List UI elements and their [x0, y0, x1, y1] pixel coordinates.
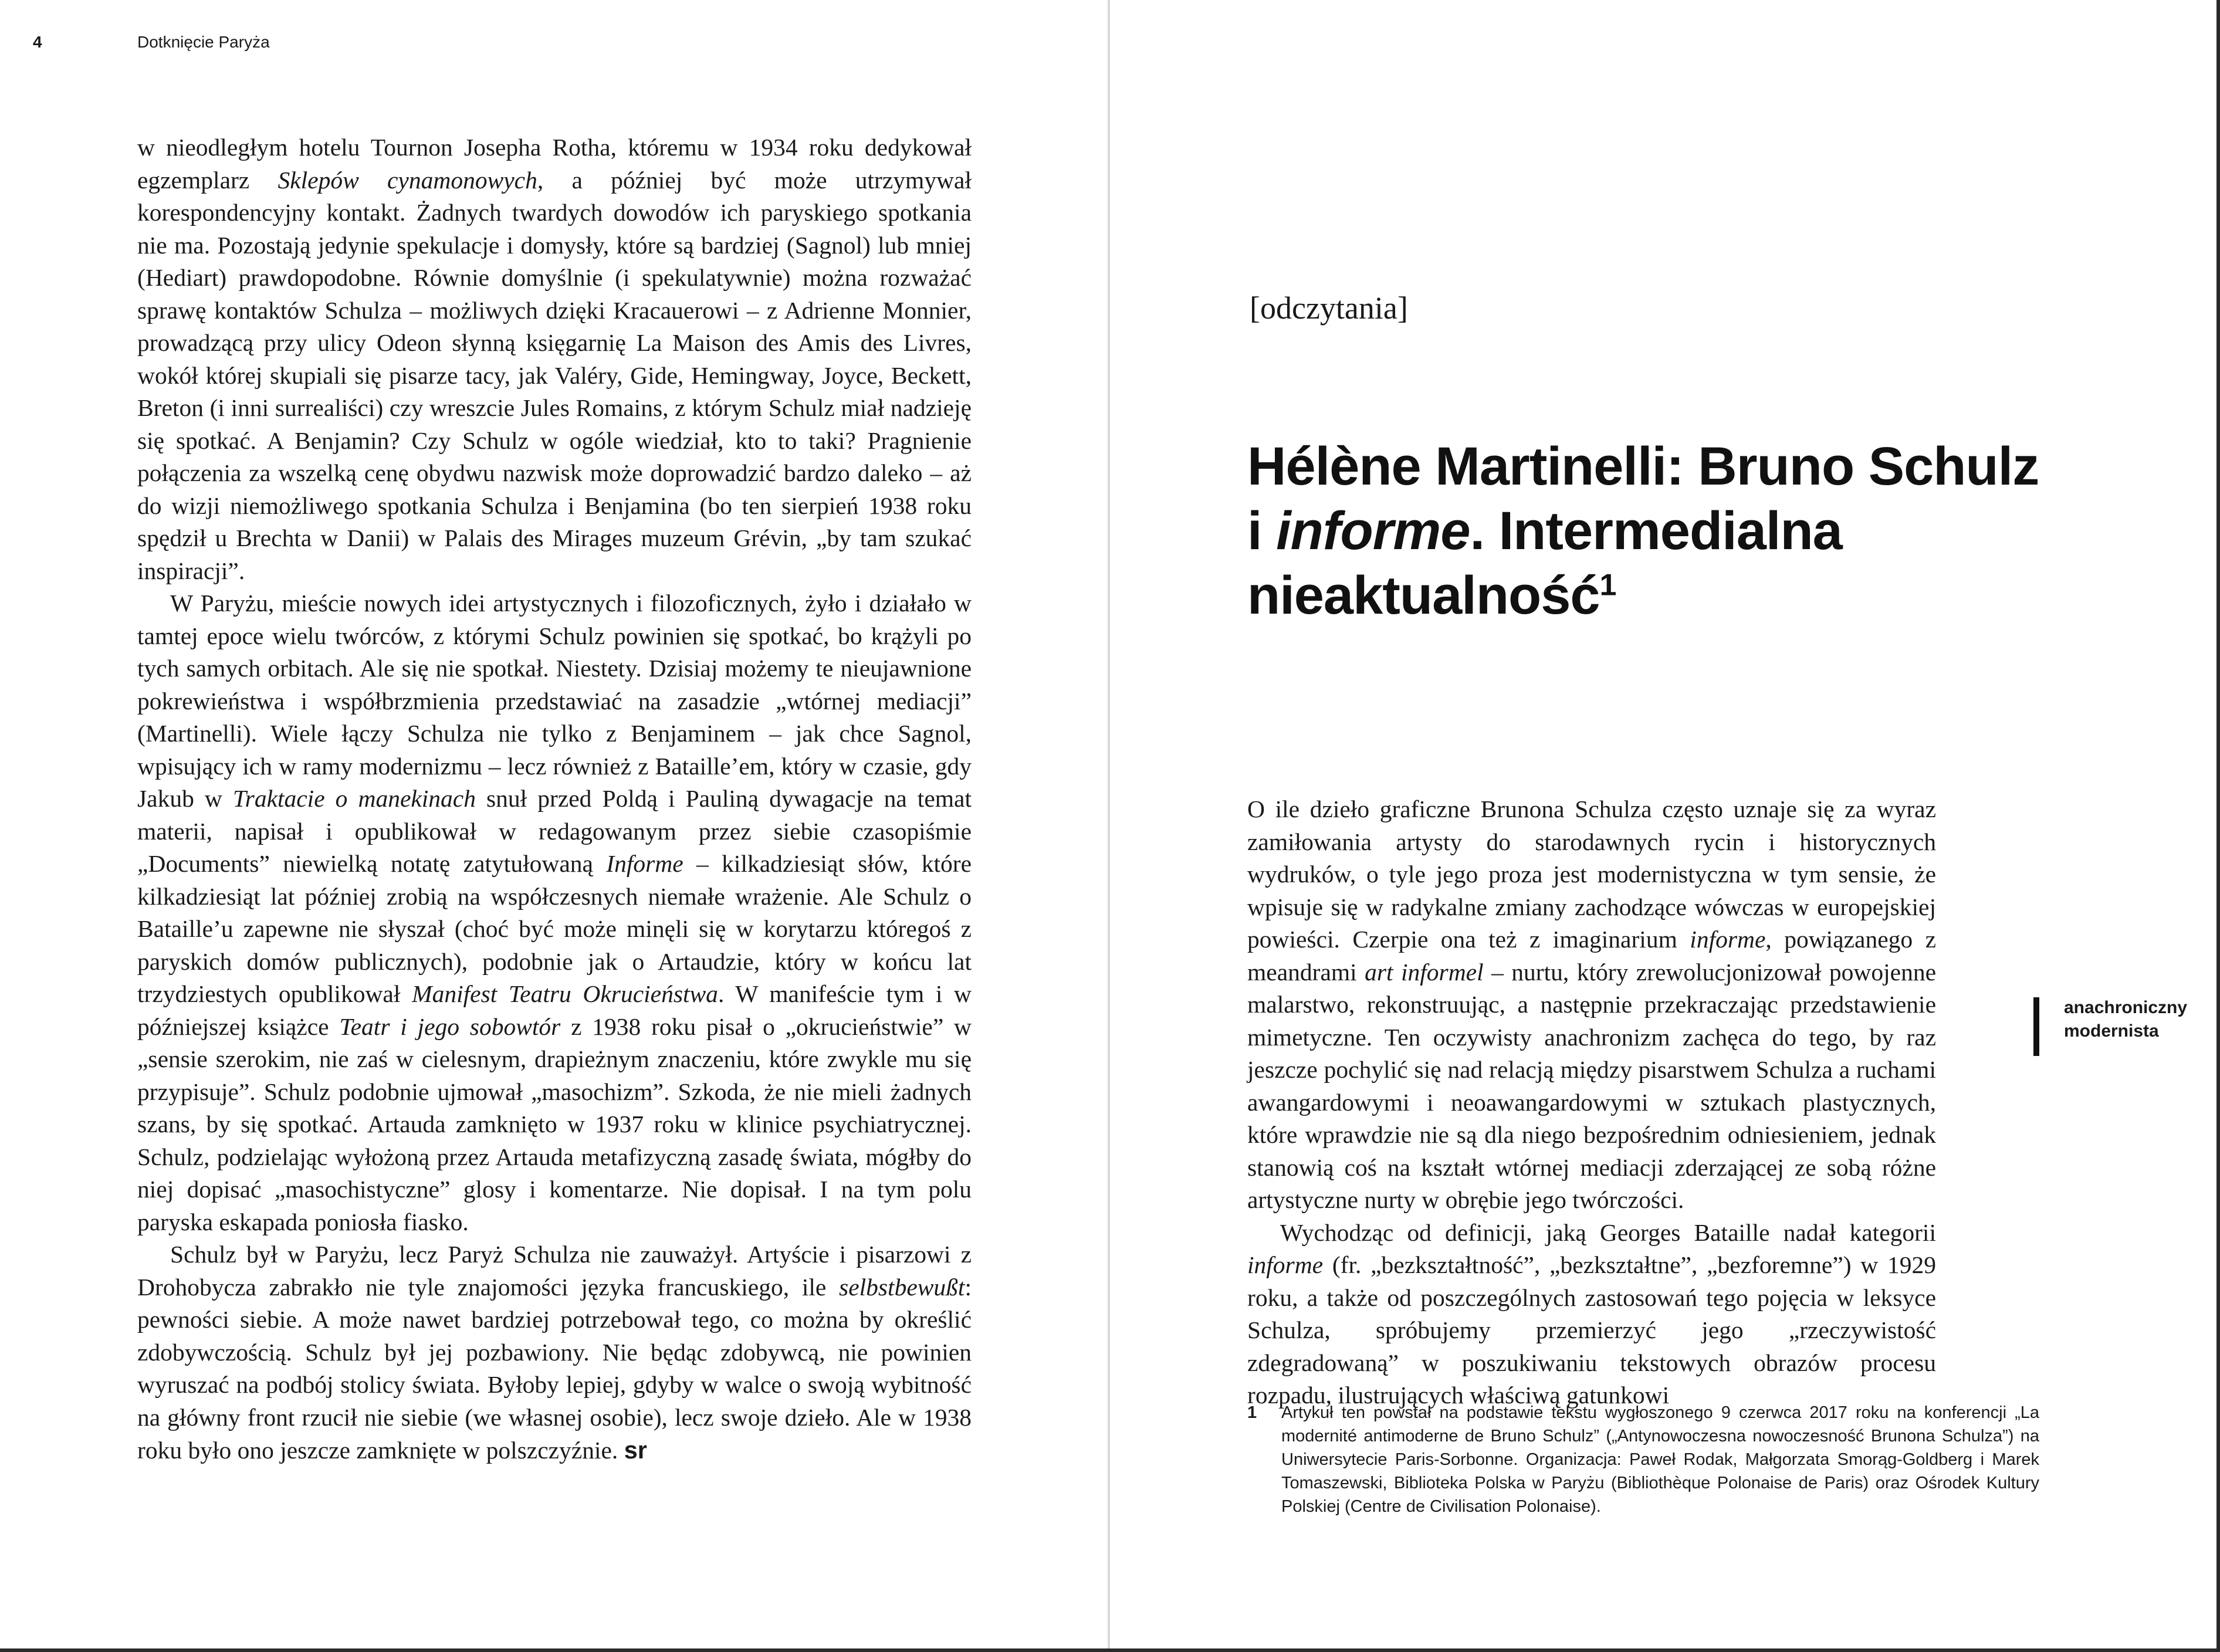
right-paragraph-1: [1247, 793, 1936, 1217]
text-run: – kilkadziesiąt słów, które kilkadziesiąt lat później zrobią na współczesnych niemałe wrażenie. Ale Schulz o Bataille’u zapewne nie słyszał (choć być może minęli się w korytarzu któregoś z paryskich domów publicznych), podobnie jak o Artaudzie, który w końcu lat trzydziestych opublikował: [137, 850, 972, 1007]
italic-run: Manifest Teatru Okrucieństwa: [412, 980, 718, 1007]
text-run: snuł przed Poldą i Pauliną dywagacje na temat materii, napisał i opublikował w redagowanym przez siebie czasopiśmie „Documents” niewielką notatę zatytułowaną: [137, 785, 972, 877]
title-part-2: . Intermedialna nieaktualność: [1247, 501, 1842, 625]
footnote-number: 1: [1247, 1403, 1257, 1422]
italic-run: informe: [1247, 1251, 1324, 1278]
text-run: , powiązanego z meandrami: [1247, 926, 1936, 986]
author-signature: sr: [624, 1436, 647, 1464]
footnote: [1247, 1401, 2039, 1518]
title-part-1: Bruno Schulz i: [1247, 436, 2039, 561]
left-paragraph-3: [137, 1238, 972, 1467]
section-rubric: [odczytania]: [1250, 290, 1408, 326]
margin-note-text: anachroniczny modernista: [2064, 998, 2188, 1041]
title-footnote-ref: 1: [1599, 568, 1616, 602]
left-paragraph-2: [137, 587, 972, 1238]
italic-run: Traktacie o manekinach: [232, 785, 476, 812]
text-run: Wychodząc od definicji, jaką Georges Bataille nadał kategorii: [1280, 1218, 1936, 1246]
text-run: w nieodległym hotelu Tournon Josepha Rotha, któremu w 1934 roku dedykował egzemplarz: [137, 134, 972, 194]
title-italic: informe: [1276, 501, 1470, 561]
text-run: Schulz był w Paryżu, lecz Paryż Schulza nie zauważył. Artyście i pisarzowi z Drohobycza zabrakło nie tyle znajomości języka francuskiego, ile: [137, 1241, 972, 1301]
italic-run: Informe: [606, 850, 683, 877]
text-run: W Paryżu, mieście nowych idei artystycznych i filozoficznych, żyło i działało w tamtej epoce wielu twórców, z którymi Schulz powinien się spotkać, bo krążyli po tych samych orbitach. Ale się nie spotkał. Niestety. Dzisiaj możemy te nieujawnione pokrewieństwa i współbrzmienia przedstawiać na zasadzie „wtórnej mediacji” (Martinelli). Wiele łączy Schulza nie tylko z Benjaminem – jak chce Sagnol, wpisujący ich w ramy modernizmu – lecz również z Bataille’em, który w czasie, gdy Jakub w: [137, 590, 972, 812]
text-run: . W manifeście tym i w późniejszej książce: [137, 980, 972, 1040]
italic-run: Teatr i jego sobowtór: [339, 1013, 561, 1040]
text-run: , a później być może utrzymywał korespondencyjny kontakt. Żadnych twardych dowodów ich paryskiego spotkania nie ma. Pozostają jedynie spekulacje i domysły, które są bardziej (Sagnol) lub mniej (Hediart) prawdopodobne. Równie domyślnie (i spekulatywnie) można rozważać sprawę kontaktów Schulza – możliwych dzięki Kracauerowi – z Adrienne Monnier, prowadzącą przy ulicy Odeon słynną księgarnię La Maison des Amis des Livres, wokół której skupiali się pisarze tacy, jak Valéry, Gide, Hemingway, Joyce, Beckett, Breton (i inni surrealiści) czy wreszcie Jules Romains, z którym Schulz miał nadzieję się spotkać. A Benjamin? Czy Schulz w ogóle wiedział, kto to taki? Pragnienie połączenia za wszelką cenę obydwu nazwisk może doprowadzić bardzo daleko – aż do wizji niemożliwego spotkania Schulza i Benjamina (bo ten sierpień 1938 roku spędził u Brechta w Danii) w Palais des Mirages muzeum Grévin, „by tam szukać inspiracji”.: [137, 166, 972, 584]
page-edge-right: [2216, 0, 2220, 1652]
article-title: [1247, 434, 2045, 628]
left-body-column: [137, 131, 972, 1467]
text-run: (fr. „bezkształtność”, „bezkształtne”, „bezforemne”) w 1929 roku, a także od poszczególnych zastosowań tego pojęcia w leksyce Schulza, spróbujemy przemierzyć jego „rzeczywistość zdegradowaną” w poszukiwaniu tekstowych obrazów procesu rozpadu, ilustrujących właściwą gatunkowi: [1247, 1251, 1936, 1409]
page-number: 4: [33, 33, 42, 51]
text-run: – nurtu, który zrewolucjonizował powojenne malarstwo, rekonstruując, a następnie przekraczając przedstawienie mimetyczne. Ten oczywisty anachronizm zachęca do tego, by raz jeszcze pochylić się nad relacją między pisarstwem Schulza a ruchami awangardowymi i neoawangardowymi w sztukach plastycznych, które wprawdzie nie są dla niego bezpośrednim odniesieniem, jednak stanowią coś na kształt wtórnej mediacji zderzającej ze sobą różne artystyczne nurty w obrębie jego twórczości.: [1247, 958, 1937, 1213]
text-run: : pewności siebie. A może nawet bardziej potrzebował tego, co można by określić zdobywczością. Schulz był jej pozbawiony. Nie będąc zdobywcą, nie powinien wyruszać na podbój stolicy świata. Byłoby lepiej, gdyby w walce o swoją wybitność na główny front rzucił nie siebie (we własnej osobie), lecz swoje dzieło. Ale w 1938 roku było ono jeszcze zamknięte w polszczyźnie.: [137, 1273, 972, 1464]
footnote-text: Artykuł ten powstał na podstawie tekstu wygłoszonego 9 czerwca 2017 roku na konferencji „La modernité antimoderne de Bruno Schulz” („Antynowoczesna nowoczesność Brunona Schulza”) na Uniwersytecie Paris-Sorbonne. Organizacja: Paweł Rodak, Małgorzata Smorąg-Goldberg i Marek Tomaszewski, Biblioteka Polska w Paryżu (Bibliothèque Polonaise de Paris) oraz Ośrodek Kultury Polskiej (Centre de Civilisation Polonaise).: [1281, 1403, 2039, 1516]
right-paragraph-2: [1247, 1217, 1936, 1412]
margin-note-bar: [2033, 997, 2039, 1056]
text-run: z 1938 roku pisał o „okrucieństwie” w „sensie szerokim, nie zaś w cielesnym, drapieżnym znaczeniu, które zwykle mu się przypisuje”. Schulz podobnie ujmował „masochizm”. Szkoda, że nie mieli żadnych szans, by się spotkać. Artauda zamknięto w 1937 roku w klinice psychiatrycznej. Schulz, podzielając wyłożoną przez Artauda metafizyczną zasadę świata, mógłby do niej dopisać „masochistyczne” glosy i komentarze. Nie dopisał. I na tym polu paryska eskapada poniosła fiasko.: [137, 1013, 972, 1235]
italic-run: Sklepów cynamonowych: [278, 166, 537, 194]
right-body-column: [1247, 793, 1936, 1412]
italic-run: selbstbewußt: [839, 1273, 965, 1301]
right-page: [1110, 0, 2220, 1652]
left-paragraph-1: [137, 131, 972, 587]
title-author: Hélène Martinelli:: [1247, 436, 1684, 496]
italic-run: informe: [1690, 926, 1766, 953]
text-run: O ile dzieło graficzne Brunona Schulza często uznaje się za wyraz zamiłowania artysty do starodawnych rycin i historycznych wydruków, o tyle jego proza jest modernistyczna w tym sensie, że wpisuje się w radykalne zmiany zachodzące wówczas w europejskiej powieści. Czerpie ona też z imaginarium: [1247, 795, 1936, 953]
margin-note: [2033, 996, 2220, 1056]
page-edge-bottom: [0, 1648, 2220, 1652]
running-title: Dotknięcie Paryża: [137, 33, 270, 51]
italic-run: art informel: [1365, 958, 1484, 986]
